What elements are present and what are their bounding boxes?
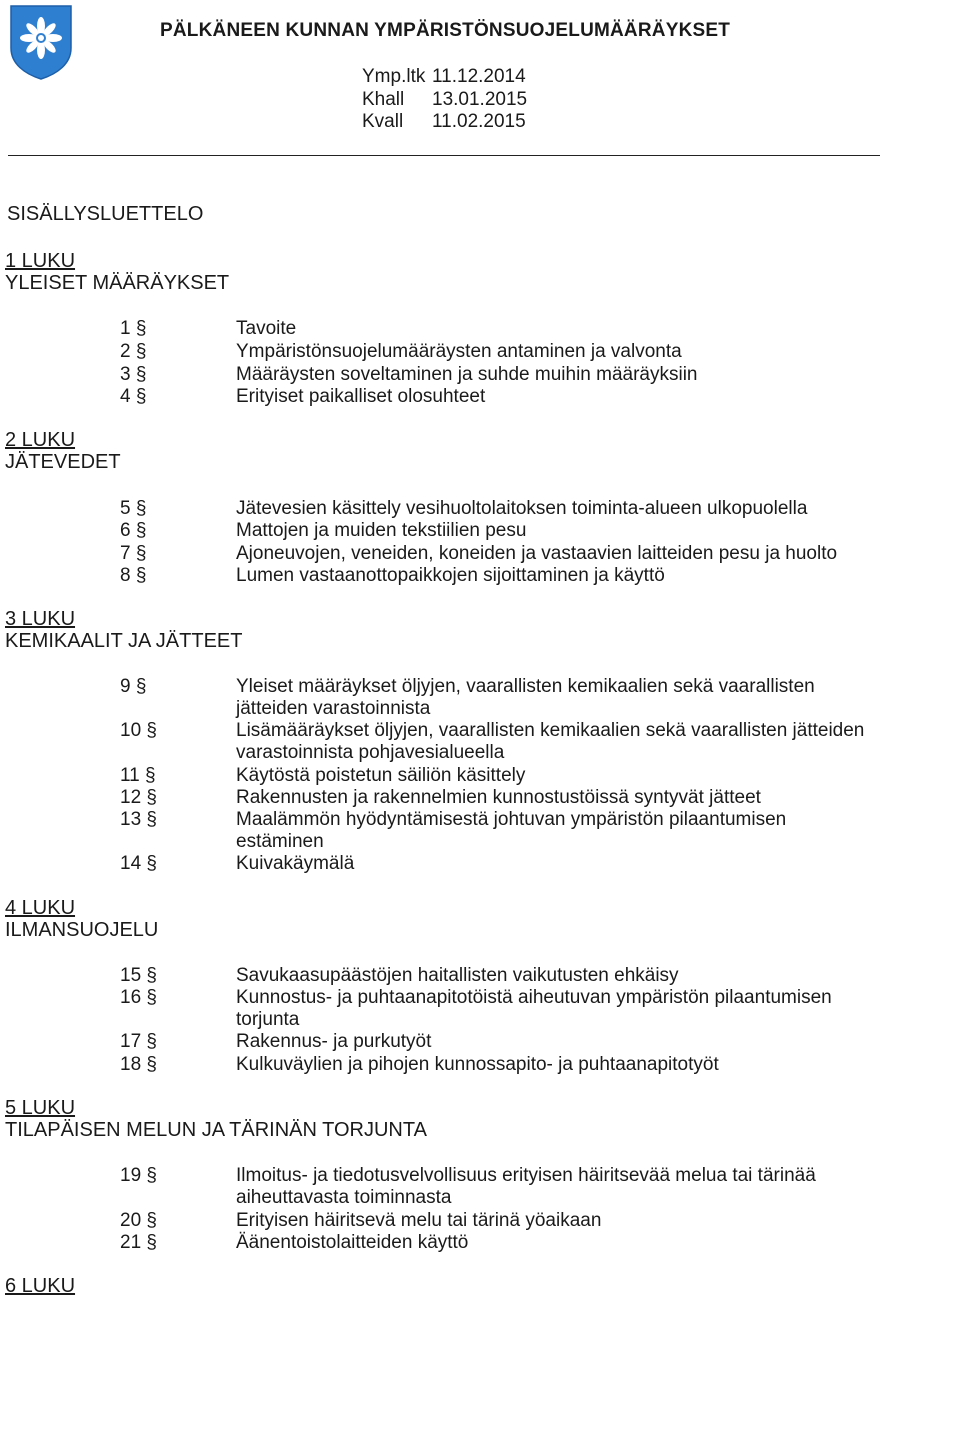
chapter-name: ILMANSUOJELU [5, 919, 159, 941]
section-title: Erityiset paikalliset olosuhteet [236, 386, 486, 407]
chapter-heading [5, 1275, 75, 1297]
section-title: Ilmoitus- ja tiedotusvelvollisuus erityisen häiritsevää melua tai tärinää aiheuttavasta toiminnasta [236, 1165, 816, 1208]
chapter-heading [5, 429, 121, 473]
section-title: Kulkuväylien ja pihojen kunnossapito- ja puhtaanapitotyöt [236, 1054, 719, 1075]
section-number: 19 § [120, 1165, 157, 1186]
chapter-number: 3 LUKU [5, 608, 76, 630]
approval-dates [362, 66, 527, 134]
coat-of-arms-icon [9, 4, 73, 80]
section-title: Yleiset määräykset öljyjen, vaarallisten kemikaalien sekä vaarallisten jätteiden varastoinnista [236, 676, 815, 719]
section-title: Äänentoistolaitteiden käyttö [236, 1232, 469, 1253]
chapter-name: YLEISET MÄÄRÄYKSET [5, 272, 230, 294]
document-title: PÄLKÄNEEN KUNNAN YMPÄRISTÖNSUOJELUMÄÄRÄYKSET [160, 20, 731, 41]
chapter-name: KEMIKAALIT JA JÄTTEET [5, 630, 243, 652]
chapter-number: 6 LUKU [5, 1275, 76, 1297]
section-number: 13 § [120, 809, 157, 830]
section-title: Rakennusten ja rakennelmien kunnostustöissä syntyvät jätteet [236, 787, 761, 808]
date-label: Ymp.ltk [362, 66, 426, 87]
section-title: Määräysten soveltaminen ja suhde muihin määräyksiin [236, 364, 698, 385]
section-title: Jätevesien käsittely vesihuoltolaitoksen toiminta-alueen ulkopuolella [236, 498, 808, 519]
section-number: 9 § [120, 676, 147, 697]
header-divider [8, 155, 880, 156]
section-number: 20 § [120, 1210, 157, 1231]
section-title: Ajoneuvojen, veneiden, koneiden ja vastaavien laitteiden pesu ja huolto [236, 543, 838, 564]
section-number: 16 § [120, 987, 157, 1008]
date-value: 11.02.2015 [432, 111, 526, 132]
date-row [362, 111, 527, 134]
section-number: 2 § [120, 341, 147, 362]
section-title: Erityisen häiritsevä melu tai tärinä yöaikaan [236, 1210, 602, 1231]
section-number: 8 § [120, 565, 147, 586]
date-value: 11.12.2014 [432, 66, 526, 87]
section-title: Savukaasupäästöjen haitallisten vaikutusten ehkäisy [236, 965, 679, 986]
section-title: Käytöstä poistetun säiliön käsittely [236, 765, 526, 786]
chapter-number: 5 LUKU [5, 1097, 76, 1119]
section-title: Kuivakäymälä [236, 853, 355, 874]
chapter-heading [5, 608, 242, 652]
date-row [362, 89, 527, 112]
section-title: Kunnostus- ja puhtaanapitotöistä aiheutuvan ympäristön pilaantumisen torjunta [236, 987, 832, 1030]
section-title: Tavoite [236, 318, 297, 339]
chapter-number: 1 LUKU [5, 250, 76, 272]
section-number: 3 § [120, 364, 147, 385]
section-number: 5 § [120, 498, 147, 519]
date-label: Khall [362, 88, 405, 110]
section-number: 6 § [120, 520, 147, 541]
toc-title: SISÄLLYSLUETTELO [7, 203, 204, 225]
chapter-number: 4 LUKU [5, 897, 76, 919]
chapter-heading [5, 250, 229, 294]
section-title: Lumen vastaanottopaikkojen sijoittaminen ja käyttö [236, 565, 665, 586]
section-number: 4 § [120, 386, 147, 407]
section-number: 7 § [120, 543, 147, 564]
section-number: 1 § [120, 318, 147, 339]
chapter-heading [5, 1097, 427, 1141]
chapter-heading [5, 897, 158, 941]
date-value: 13.01.2015 [432, 88, 528, 110]
section-number: 10 § [120, 720, 157, 741]
section-number: 14 § [120, 853, 157, 874]
chapter-name: TILAPÄISEN MELUN JA TÄRINÄN TORJUNTA [5, 1119, 427, 1141]
section-number: 21 § [120, 1232, 157, 1253]
section-number: 18 § [120, 1054, 157, 1075]
section-number: 17 § [120, 1031, 157, 1052]
chapter-name: JÄTEVEDET [5, 451, 121, 473]
section-title: Rakennus- ja purkutyöt [236, 1031, 432, 1052]
section-title: Ympäristönsuojelumääräysten antaminen ja valvonta [236, 341, 682, 362]
section-number: 15 § [120, 965, 157, 986]
section-title: Mattojen ja muiden tekstiilien pesu [236, 520, 527, 541]
date-label: Kvall [362, 111, 404, 132]
section-title: Lisämääräykset öljyjen, vaarallisten kemikaalien sekä vaarallisten jätteiden varastoinnista pohjavesialueella [236, 720, 865, 763]
date-row [362, 66, 527, 89]
chapter-number: 2 LUKU [5, 429, 76, 451]
section-number: 11 § [120, 765, 156, 786]
section-number: 12 § [120, 787, 157, 808]
section-title: Maalämmön hyödyntämisestä johtuvan ympäristön pilaantumisen estäminen [236, 809, 787, 852]
